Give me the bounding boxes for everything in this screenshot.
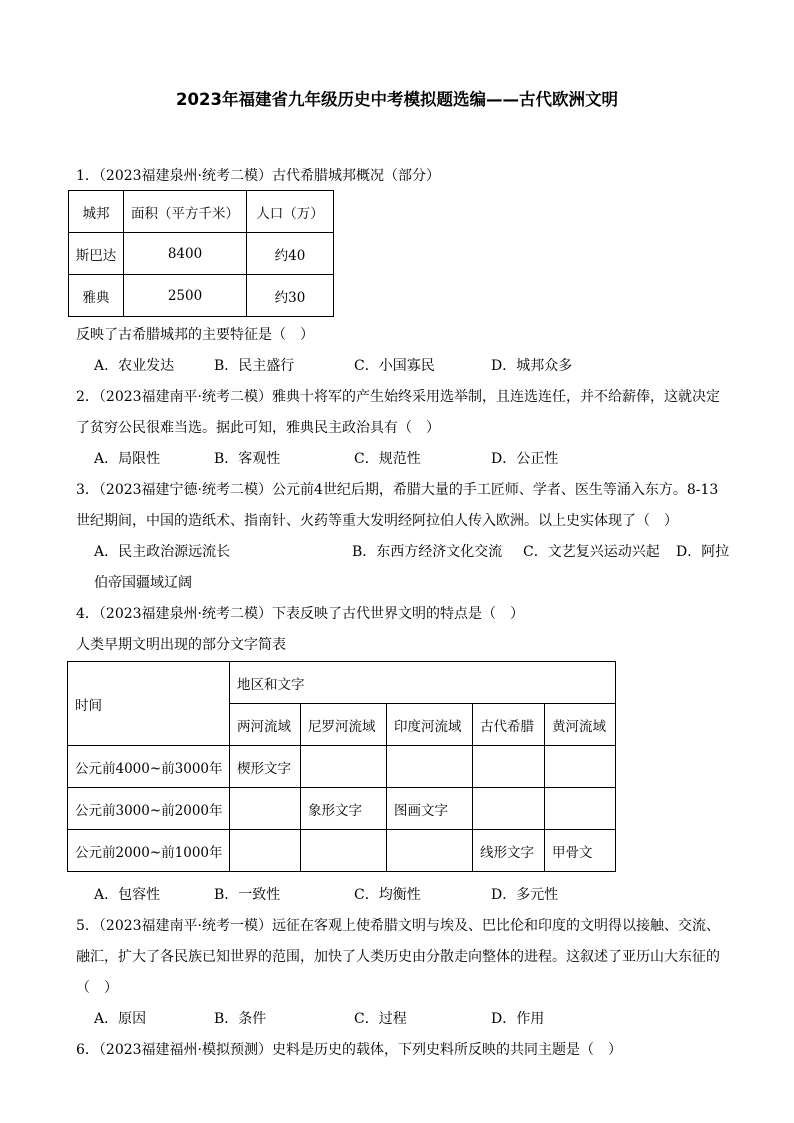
table-header-cell: 黄河流域 [545, 704, 616, 746]
table-row [68, 662, 616, 704]
table-cell [301, 830, 387, 872]
table-cell: 楔形文字 [230, 746, 301, 788]
table-row [69, 275, 334, 317]
table-row [68, 746, 616, 788]
q6-stem: 6．（2023福建福州·模拟预测）史料是历史的载体，下列史料所反映的共同主题是（ ） [76, 1042, 622, 1058]
q5-option-d: D．作用 [491, 1011, 545, 1027]
table-header-cell: 时间 [68, 662, 230, 746]
table-cell: 2500 [124, 275, 247, 317]
table-cell [387, 830, 473, 872]
page-title: 2023年福建省九年级历史中考模拟题选编——古代欧洲文明 [176, 90, 618, 109]
table-row [69, 191, 334, 233]
table-cell: 公元前3000~前2000年 [68, 788, 230, 830]
q4-table [67, 661, 616, 872]
table-header-cell: 尼罗河流域 [301, 704, 387, 746]
q5-line3: （ ） [76, 980, 118, 996]
table-header-cell: 两河流域 [230, 704, 301, 746]
q1-option-c: C．小国寡民 [354, 358, 435, 374]
table-cell [230, 788, 301, 830]
table-header-cell: 印度河流域 [387, 704, 473, 746]
q3-option-d: D．阿拉 [676, 544, 730, 560]
table-cell: 线形文字 [473, 830, 545, 872]
table-cell: 图画文字 [387, 788, 473, 830]
table-cell [230, 830, 301, 872]
table-header-cell: 地区和文字 [230, 662, 616, 704]
q5-line1: 5．（2023福建南平·统考一模）远征在客观上使希腊文明与埃及、巴比伦和印度的文明得以接触、交流、 [76, 918, 720, 934]
q5-option-a: A．原因 [94, 1011, 147, 1027]
table-cell [545, 788, 616, 830]
table-cell [301, 746, 387, 788]
table-cell: 约30 [247, 275, 334, 317]
q4-option-c: C．均衡性 [354, 887, 421, 903]
table-header-cell: 人口（万） [247, 191, 334, 233]
q1-question: 反映了古希腊城邦的主要特征是（ ） [76, 327, 314, 343]
table-cell: 斯巴达 [69, 233, 124, 275]
table-cell: 约40 [247, 233, 334, 275]
q4-option-b: B．一致性 [214, 887, 281, 903]
table-cell: 雅典 [69, 275, 124, 317]
table-header-cell: 古代希腊 [473, 704, 545, 746]
q4-option-a: A．包容性 [94, 887, 161, 903]
q1-table [68, 190, 334, 317]
table-header-cell: 城邦 [69, 191, 124, 233]
q2-option-a: A．局限性 [94, 451, 161, 467]
table-cell: 公元前2000~前1000年 [68, 830, 230, 872]
q2-option-d: D．公正性 [491, 451, 559, 467]
q3-option-d-continued: 伯帝国疆域辽阔 [94, 575, 192, 591]
q1-stem: 1．（2023福建泉州·统考二模）古代希腊城邦概况（部分） [76, 168, 440, 184]
q1-option-d: D．城邦众多 [491, 358, 573, 374]
q5-line2: 融汇，扩大了各民族已知世界的范围，加快了人类历史由分散走向整体的进程。这叙述了亚历山大东征的 [76, 949, 720, 965]
q5-option-b: B．条件 [214, 1011, 267, 1027]
q1-option-a: A．农业发达 [94, 358, 175, 374]
q2-line1: 2．（2023福建南平·统考二模）雅典十将军的产生始终采用选举制，且连选连任，并不给薪俸，这就决定 [76, 389, 720, 405]
q3-option-c: C．文艺复兴运动兴起 [523, 544, 660, 560]
table-header-cell: 面积（平方千米） [124, 191, 247, 233]
table-cell [473, 788, 545, 830]
q1-option-b: B．民主盛行 [214, 358, 295, 374]
table-cell: 甲骨文 [545, 830, 616, 872]
q2-option-b: B．客观性 [214, 451, 281, 467]
q4-stem: 4．（2023福建泉州·统考二模）下表反映了古代世界文明的特点是（ ） [76, 606, 524, 622]
table-cell: 公元前4000~前3000年 [68, 746, 230, 788]
q2-option-c: C．规范性 [354, 451, 421, 467]
q4-option-d: D．多元性 [491, 887, 559, 903]
table-cell: 8400 [124, 233, 247, 275]
table-row [68, 788, 616, 830]
table-cell [545, 746, 616, 788]
q3-option-b: B．东西方经济文化交流 [352, 544, 503, 560]
q3-line1: 3．（2023福建宁德·统考二模）公元前4世纪后期，希腊大量的手工匠师、学者、医生等涌入东方。8-13 [76, 482, 719, 498]
table-row [68, 830, 616, 872]
q3-line2: 世纪期间，中国的造纸术、指南针、火药等重大发明经阿拉伯人传入欧洲。以上史实体现了（ ） [76, 513, 678, 529]
table-cell [473, 746, 545, 788]
table-cell: 象形文字 [301, 788, 387, 830]
q5-option-c: C．过程 [354, 1011, 407, 1027]
table-row [69, 233, 334, 275]
q4-table-caption: 人类早期文明出现的部分文字简表 [76, 637, 286, 653]
q2-line2: 了贫穷公民很难当选。据此可知，雅典民主政治具有（ ） [76, 420, 440, 436]
table-cell [387, 746, 473, 788]
q3-option-a: A．民主政治源远流长 [94, 544, 231, 560]
